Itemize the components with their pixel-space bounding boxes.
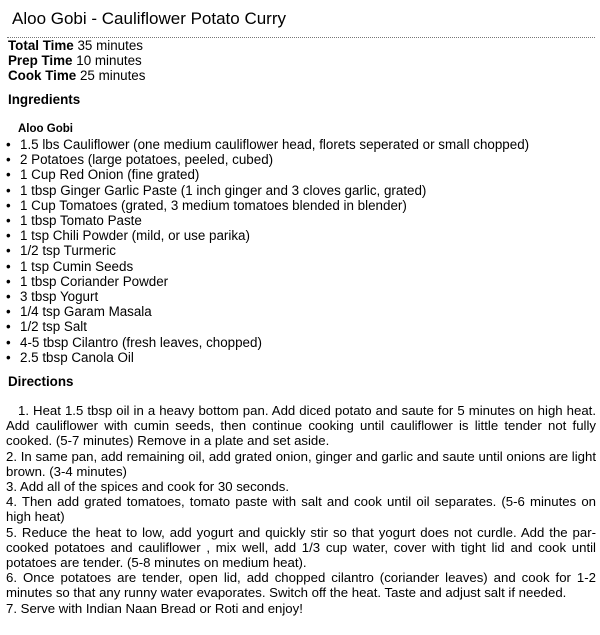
- direction-step-5: 5. Reduce the heat to low, add yogurt and quickly stir so that yogurt does not curdle. Add the par-cooked potatoes and cauliflower , mix well, add 1/3 cup water, cover with tight lid and cook until potatoes are tender. (5-8 minutes on medium heat).: [6, 524, 596, 571]
- directions-text: [6, 403, 596, 616]
- bullet-icon: •: [6, 243, 11, 259]
- list-item: [6, 152, 529, 167]
- recipe-times: [8, 38, 145, 83]
- ingredient-text: 1.5 lbs Cauliflower (one medium cauliflower head, florets seperated or small chopped): [20, 137, 530, 152]
- bullet-icon: •: [6, 258, 11, 274]
- list-item: [6, 350, 529, 365]
- ingredient-text: 1 Cup Red Onion (fine grated): [20, 167, 200, 183]
- ingredient-text: 1 tbsp Coriander Powder: [20, 273, 169, 289]
- list-item: [6, 137, 529, 152]
- ingredient-text: 1 tbsp Tomato Paste: [20, 213, 142, 229]
- bullet-icon: •: [6, 319, 11, 335]
- ingredient-text: 1 tsp Chili Powder (mild, or use parika): [20, 228, 250, 244]
- direction-step-1: 1. Heat 1.5 tbsp oil in a heavy bottom pan. Add diced potato and saute for 5 minutes on high heat. Add cauliflower with cumin seeds, then continue cooking until cauliflower is little tender not fully cooked. (5-7 minutes) Remove in a plate and set aside.: [6, 403, 596, 449]
- recipe-title: Aloo Gobi - Cauliflower Potato Curry: [12, 9, 287, 28]
- bullet-icon: •: [6, 182, 11, 198]
- ingredient-text: 2.5 tbsp Canola Oil: [20, 349, 134, 365]
- ingredient-text: 3 tbsp Yogurt: [20, 289, 99, 305]
- bullet-icon: •: [6, 213, 11, 229]
- list-item: [6, 259, 529, 274]
- list-item: [6, 274, 529, 289]
- cook-time-value: 25 minutes: [79, 68, 146, 83]
- bullet-icon: •: [6, 334, 11, 350]
- total-time-row: [8, 38, 145, 53]
- direction-step-2: 2. In same pan, add remaining oil, add grated onion, ginger and garlic and saute until onions are light brown. (3-4 minutes): [6, 448, 596, 479]
- ingredient-group-title: Aloo Gobi: [18, 123, 73, 135]
- list-item: [6, 198, 529, 213]
- ingredients-heading: Ingredients: [8, 92, 81, 107]
- list-item: [6, 167, 529, 182]
- bullet-icon: •: [6, 289, 11, 305]
- bullet-icon: •: [6, 349, 11, 365]
- list-item: [6, 335, 529, 350]
- list-item: [6, 289, 529, 304]
- ingredient-text: 4-5 tbsp Cilantro (fresh leaves, chopped): [20, 334, 262, 350]
- list-item: [6, 183, 529, 198]
- bullet-icon: •: [6, 137, 11, 152]
- ingredient-text: 1/2 tsp Turmeric: [20, 243, 116, 259]
- list-item: [6, 304, 529, 319]
- total-time-value: 35 minutes: [77, 38, 143, 53]
- prep-time-label: Prep Time: [8, 53, 73, 68]
- prep-time-value: 10 minutes: [76, 53, 142, 68]
- list-item: [6, 319, 529, 334]
- bullet-icon: •: [6, 167, 11, 183]
- direction-step-3: 3. Add all of the spices and cook for 30 seconds.: [6, 479, 289, 495]
- bullet-icon: •: [6, 228, 11, 244]
- bullet-icon: •: [6, 304, 11, 320]
- direction-step-7: 7. Serve with Indian Naan Bread or Roti and enjoy!: [6, 600, 303, 616]
- ingredient-list: [6, 137, 529, 365]
- list-item: [6, 228, 529, 243]
- ingredient-text: 1/2 tsp Salt: [20, 319, 87, 335]
- ingredient-text: 1 tsp Cumin Seeds: [20, 258, 134, 274]
- bullet-icon: •: [6, 197, 11, 213]
- bullet-icon: •: [6, 152, 11, 168]
- ingredient-text: 1/4 tsp Garam Masala: [20, 304, 152, 320]
- directions-heading: Directions: [8, 374, 74, 389]
- direction-step-4: 4. Then add grated tomatoes, tomato paste with salt and cook until oil separates. (5-6 minutes on high heat): [6, 494, 596, 525]
- ingredient-text: 1 Cup Tomatoes (grated, 3 medium tomatoes blended in blender): [20, 197, 407, 213]
- ingredient-text: 2 Potatoes (large potatoes, peeled, cubed): [20, 152, 274, 168]
- direction-step-6: 6. Once potatoes are tender, open lid, add chopped cilantro (coriander leaves) and cook for 1-2 minutes so that any runny water evaporates. Switch off the heat. Taste and adjust salt if needed.: [6, 570, 596, 601]
- ingredient-text: 1 tbsp Ginger Garlic Paste (1 inch ginger and 3 cloves garlic, grated): [20, 182, 427, 198]
- prep-time-row: [8, 53, 145, 68]
- total-time-label: Total Time: [8, 38, 74, 53]
- list-item: [6, 243, 529, 258]
- list-item: [6, 213, 529, 228]
- bullet-icon: •: [6, 273, 11, 289]
- cook-time-label: Cook Time: [8, 68, 77, 83]
- cook-time-row: [8, 68, 145, 83]
